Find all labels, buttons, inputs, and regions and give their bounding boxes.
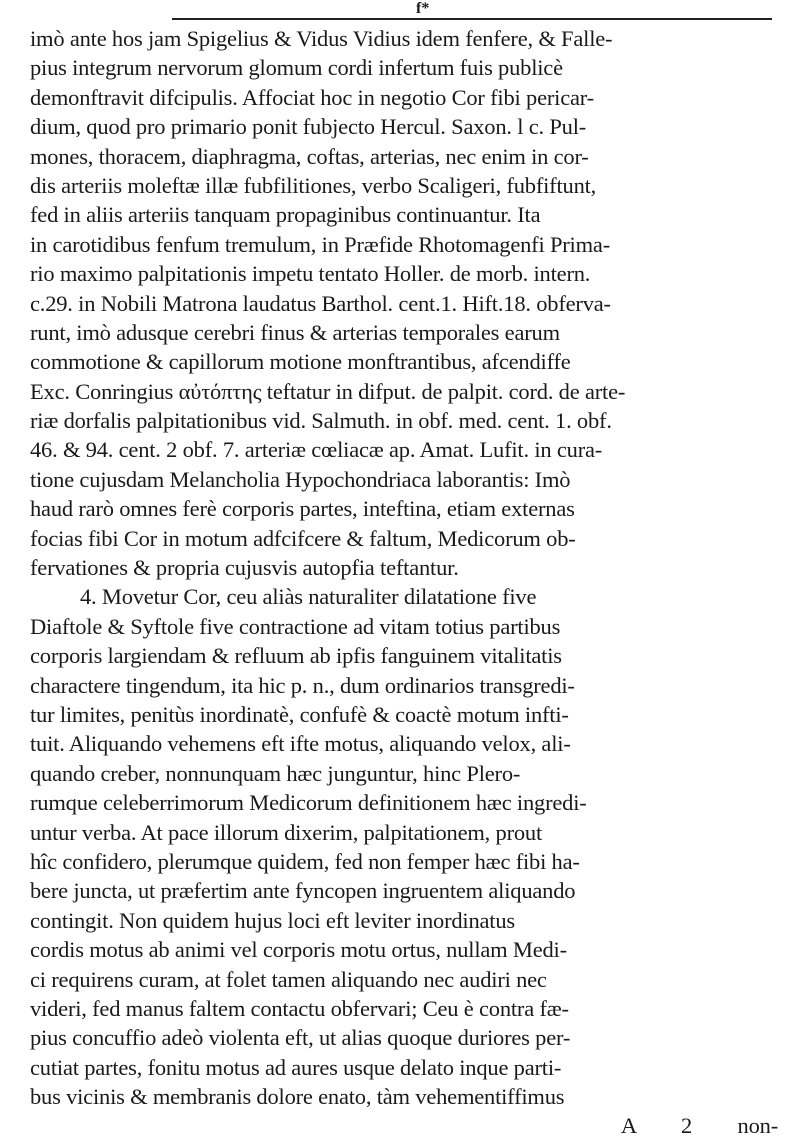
text-line: 46. & 94. cent. 2 obf. 7. arteriæ cœliacæ ap. Amat. Lufit. in cura- xyxy=(30,437,603,463)
text-line: riæ dorfalis palpitationibus vid. Salmuth. in obf. med. cent. 1. obf. xyxy=(30,408,612,434)
text-line: in carotidibus fenfum tremulum, in Præfide Rhotomagenfi Prima- xyxy=(30,231,610,257)
body-text xyxy=(30,24,792,1141)
signature-mark: f* xyxy=(416,0,430,17)
text-line: commotione & capillorum motione monftrantibus, afcendiffe xyxy=(30,349,571,375)
text-line: imò ante hos jam Spigelius & Vidus Vidius idem fenfere, & Falle- xyxy=(30,26,613,51)
text-line: runt, imò adusque cerebri finus & arterias temporales earum xyxy=(30,319,560,345)
text-line: videri, fed manus faltem contactu obfervari; Ceu è contra fæ- xyxy=(30,995,569,1021)
text-line: Exc. Conringius αὐτόπτης teftatur in difput. de palpit. cord. de arte- xyxy=(30,378,626,404)
text-line: contingit. Non quidem hujus loci eft leviter inordinatus xyxy=(30,907,515,933)
text-line: pius integrum nervorum glomum cordi infertum fuis publicè xyxy=(30,55,563,81)
text-line: c.29. in Nobili Matrona laudatus Barthol. cent.1. Hift.18. obferva- xyxy=(30,290,611,316)
text-line: bere juncta, ut præfertim ante fyncopen ingruentem aliquando xyxy=(30,878,576,904)
text-line: mones, thoracem, diaphragma, coftas, arterias, nec enim in cor- xyxy=(30,143,589,169)
text-line: rumque celeberrimorum Medicorum definitionem hæc ingredi- xyxy=(30,790,587,816)
text-line: ci requirens curam, at folet tamen aliquando nec audiri nec xyxy=(30,966,547,992)
text-line: fervationes & propria cujusvis autopfia teftantur. xyxy=(30,555,459,581)
text-line: tuit. Aliquando vehemens eft ifte motus, aliquando velox, ali- xyxy=(30,731,571,757)
text-line: dis arteriis moleftæ illæ fubfilitiones, verbo Scaligeri, fubfiftunt, xyxy=(30,172,597,198)
text-line: pius concuffio adeò violenta eft, ut alias quoque duriores per- xyxy=(30,1025,571,1051)
header-rule xyxy=(172,18,772,20)
text-line: focias fibi Cor in motum adfcifcere & faltum, Medicorum ob- xyxy=(30,525,576,551)
footer-line xyxy=(30,1111,792,1140)
catchword: non- xyxy=(737,1113,778,1139)
text-line: haud rarò omnes ferè corporis partes, inteftina, etiam externas xyxy=(30,496,575,522)
text-line: bus vicinis & membranis dolore enato, tàm vehementiffimus xyxy=(30,1084,565,1110)
text-line: quando creber, nonnunquam hæc junguntur, hinc Plero- xyxy=(30,760,521,786)
text-line: cutiat partes, fonitu motus ad aures usque delato inque parti- xyxy=(30,1054,562,1080)
text-line: hîc confidero, plerumque quidem, fed non femper hæc fibi ha- xyxy=(30,848,580,874)
text-line: fed in aliis arteriis tanquam propaginibus continuantur. Ita xyxy=(30,202,541,228)
text-line: tur limites, penitùs inordinatè, confufè & coactè motum infti- xyxy=(30,701,569,727)
text-line: untur verba. At pace illorum dixerim, palpitationem, prout xyxy=(30,819,543,845)
text-line: tione cujusdam Melancholia Hypochondriaca laborantis: Imò xyxy=(30,466,571,492)
signature-label: A 2 xyxy=(620,1113,693,1139)
text-line: demonftravit difcipulis. Affociat hoc in negotio Cor fibi pericar- xyxy=(30,84,594,110)
text-line: cordis motus ab animi vel corporis motu ortus, nullam Medi- xyxy=(30,937,567,963)
text-line: Diaftole & Syftole five contractione ad vitam totius partibus xyxy=(30,613,561,639)
paragraph-start-line: 4. Movetur Cor, ceu aliàs naturaliter dilatatione five xyxy=(80,584,537,610)
text-line: corporis largiendam & refluum ab ipfis fanguinem vitalitatis xyxy=(30,643,562,669)
text-line: rio maximo palpitationis impetu tentato Holler. de morb. intern. xyxy=(30,261,591,287)
text-line: dium, quod pro primario ponit fubjecto Hercul. Saxon. l c. Pul- xyxy=(30,114,587,140)
text-line: charactere tingendum, ita hic p. n., dum ordinarios transgredi- xyxy=(30,672,575,698)
